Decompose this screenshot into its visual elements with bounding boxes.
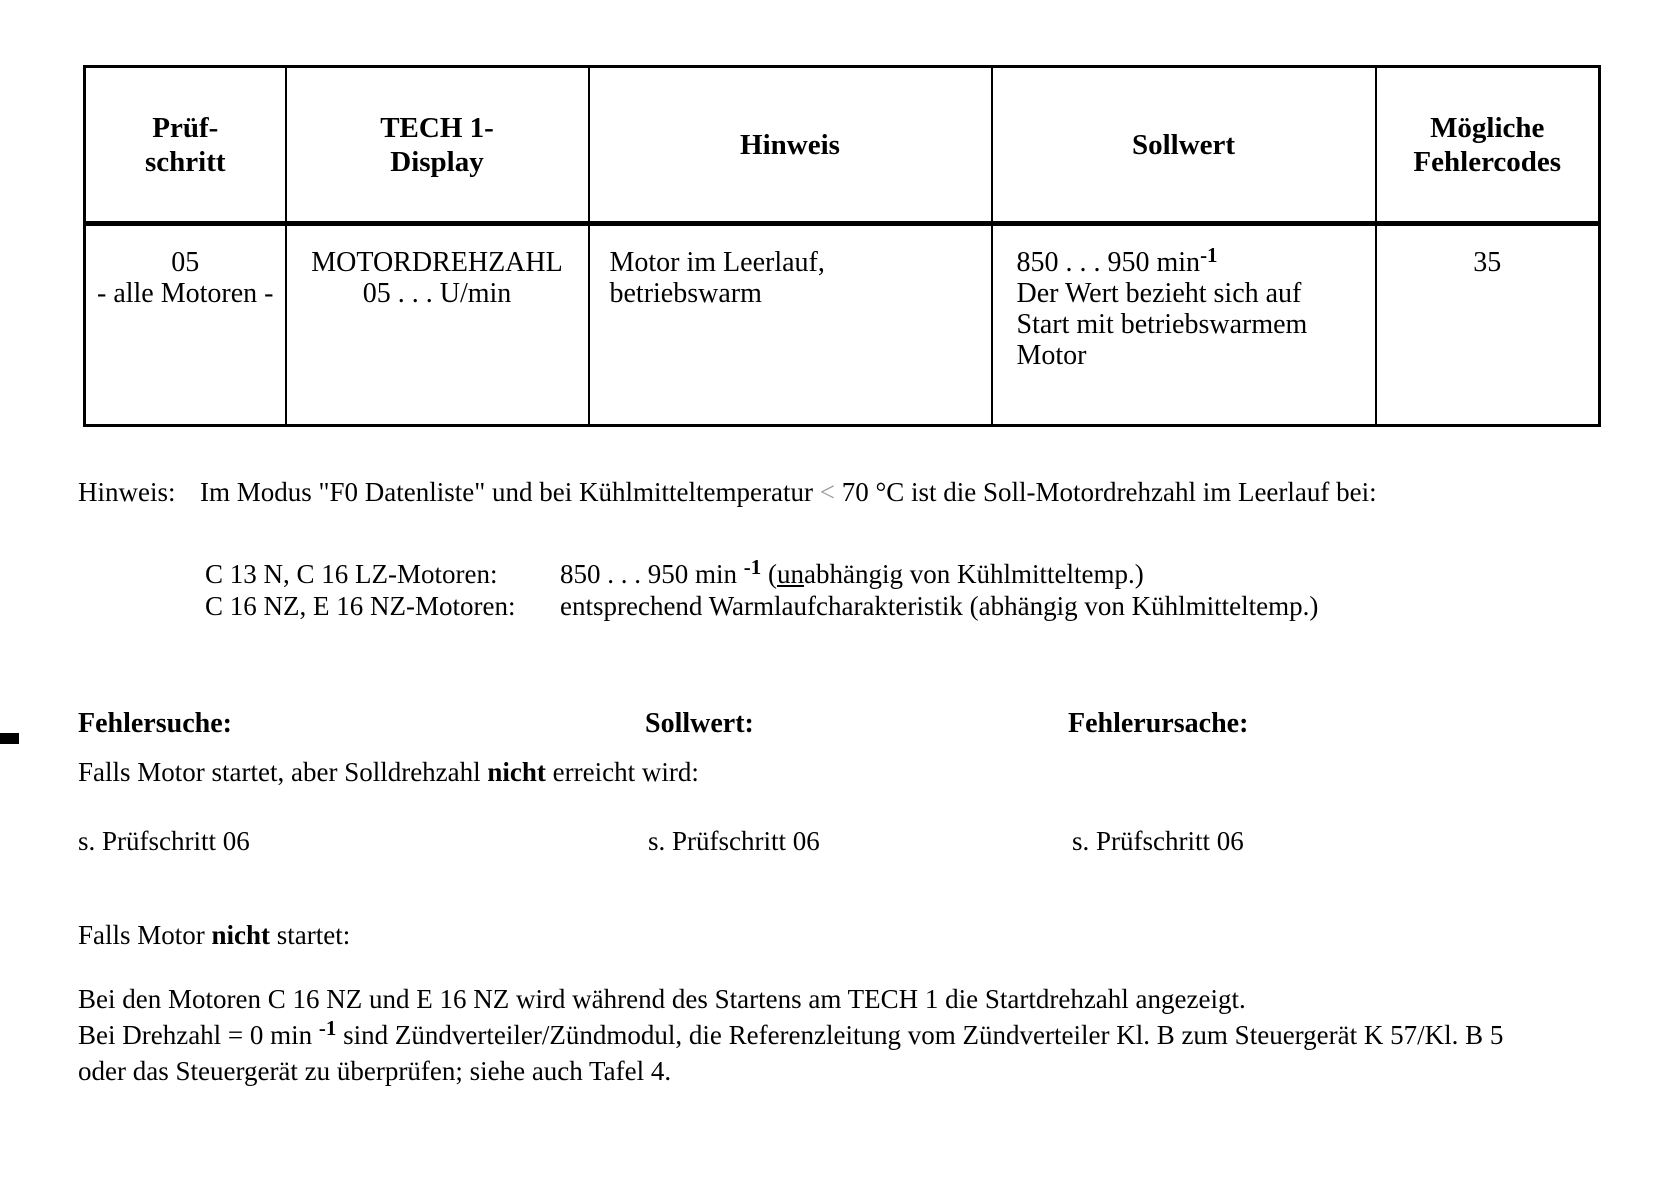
less-than-sign: < [819,477,835,507]
section-header-sollwert: Sollwert: [645,708,754,739]
paragraph-line-pre: Bei Drehzahl = 0 min [78,1020,319,1050]
paragraph-line: oder das Steuergerät zu überprüfen; siehe auch Tafel 4. [78,1056,672,1086]
header-line: Sollwert [1131,128,1236,161]
underlined-text: un [777,559,805,589]
col-header-tech1-display [286,67,589,224]
motor-label: C 16 NZ, E 16 NZ-Motoren: [205,591,516,621]
target-note: Start mit betriebswarmem [1016,309,1308,340]
col-header-sollwert [992,67,1376,224]
col-header-hinweis [589,67,992,224]
hinweis-text-pre: Im Modus "F0 Datenliste" und bei Kühlmitteltemperatur [200,477,820,507]
cell-fehlercodes [1376,224,1600,426]
condition-text-pre: Falls Motor [78,920,212,950]
header-line: Hinweis [740,128,840,161]
header-line: Display [390,145,484,178]
target-note: Motor [1016,340,1087,371]
header-line: Mögliche [1430,111,1545,144]
hint-text: Motor im Leerlauf, [609,247,825,278]
margin-print-mark [0,733,19,744]
step-number: 05 [171,247,200,278]
cell-pruefschritt [85,224,286,426]
hinweis-text-post: 70 °C ist die Soll-Motordrehzahl im Leerlauf bei: [834,477,1377,507]
diagnosis-paragraph [78,981,1503,1089]
paragraph-line [78,1017,1503,1053]
paragraph-line-post: sind Zündverteiler/Zündmodul, die Referenzleitung vom Zündverteiler Kl. B zum Steuergerät K 57/Kl. B 5 [336,1020,1504,1050]
hint-text: betriebswarm [609,278,762,309]
col-header-fehlercodes [1376,67,1600,224]
section-header-fehlerursache: Fehlerursache: [1068,708,1249,739]
motor-value [560,555,1144,589]
condition-text-pre: Falls Motor startet, aber Solldrehzahl [78,757,488,787]
hinweis-label: Hinweis: [78,477,176,507]
condition-text-post: erreicht wird: [545,757,699,787]
table-row [85,224,1600,426]
header-line: Prüf- [152,111,219,144]
condition-text-bold: nicht [211,920,271,950]
motor-value-pre: 850 . . . 950 min [560,559,744,589]
step-reference: s. Prüfschritt 06 [1072,826,1244,856]
step-reference: s. Prüfschritt 06 [648,826,820,856]
display-text: MOTORDREHZAHL [311,247,563,278]
spec-table [83,65,1601,427]
cell-display [286,224,589,426]
condition-motor-startet-nicht [78,920,350,951]
target-value: 850 . . . 950 min [1016,247,1201,278]
paragraph-line: Bei den Motoren C 16 NZ und E 16 NZ wird während des Startens am TECH 1 die Startdrehzahl angezeigt. [78,984,1246,1014]
table-header-row [85,67,1600,224]
header-line: Fehlercodes [1413,145,1562,178]
motor-spec-row [205,590,1318,622]
cell-sollwert [992,224,1376,426]
superscript: -1 [743,555,762,579]
motor-label: C 13 N, C 16 LZ-Motoren: [205,559,498,589]
col-header-pruefschritt [85,67,286,224]
header-line: schritt [144,145,226,178]
motor-value-rest: abhängig von Kühlmitteltemp.) [804,559,1144,589]
superscript: -1 [1200,243,1218,267]
target-value-line [1016,243,1371,278]
motor-spec-list [205,555,1319,622]
target-note: Der Wert bezieht sich auf [1016,278,1302,309]
condition-text-bold: nicht [487,757,546,787]
hinweis-note [78,477,1377,508]
motor-spec-row [205,555,1318,590]
hinweis-text [200,477,1377,507]
header-line: TECH 1- [380,111,494,144]
cell-hinweis [589,224,992,426]
fault-code: 35 [1473,247,1502,278]
motor-value-mid: ( [761,559,778,589]
condition-text-post: startet: [270,920,351,950]
condition-motor-startet [78,757,699,788]
step-scope: - alle Motoren - [97,278,274,309]
motor-value: entsprechend Warmlaufcharakteristik (abhängig von Kühlmitteltemp.) [560,591,1319,621]
superscript: -1 [318,1016,337,1040]
section-header-fehlersuche: Fehlersuche: [78,708,232,739]
step-reference: s. Prüfschritt 06 [78,826,250,856]
display-text: 05 . . . U/min [362,278,512,309]
